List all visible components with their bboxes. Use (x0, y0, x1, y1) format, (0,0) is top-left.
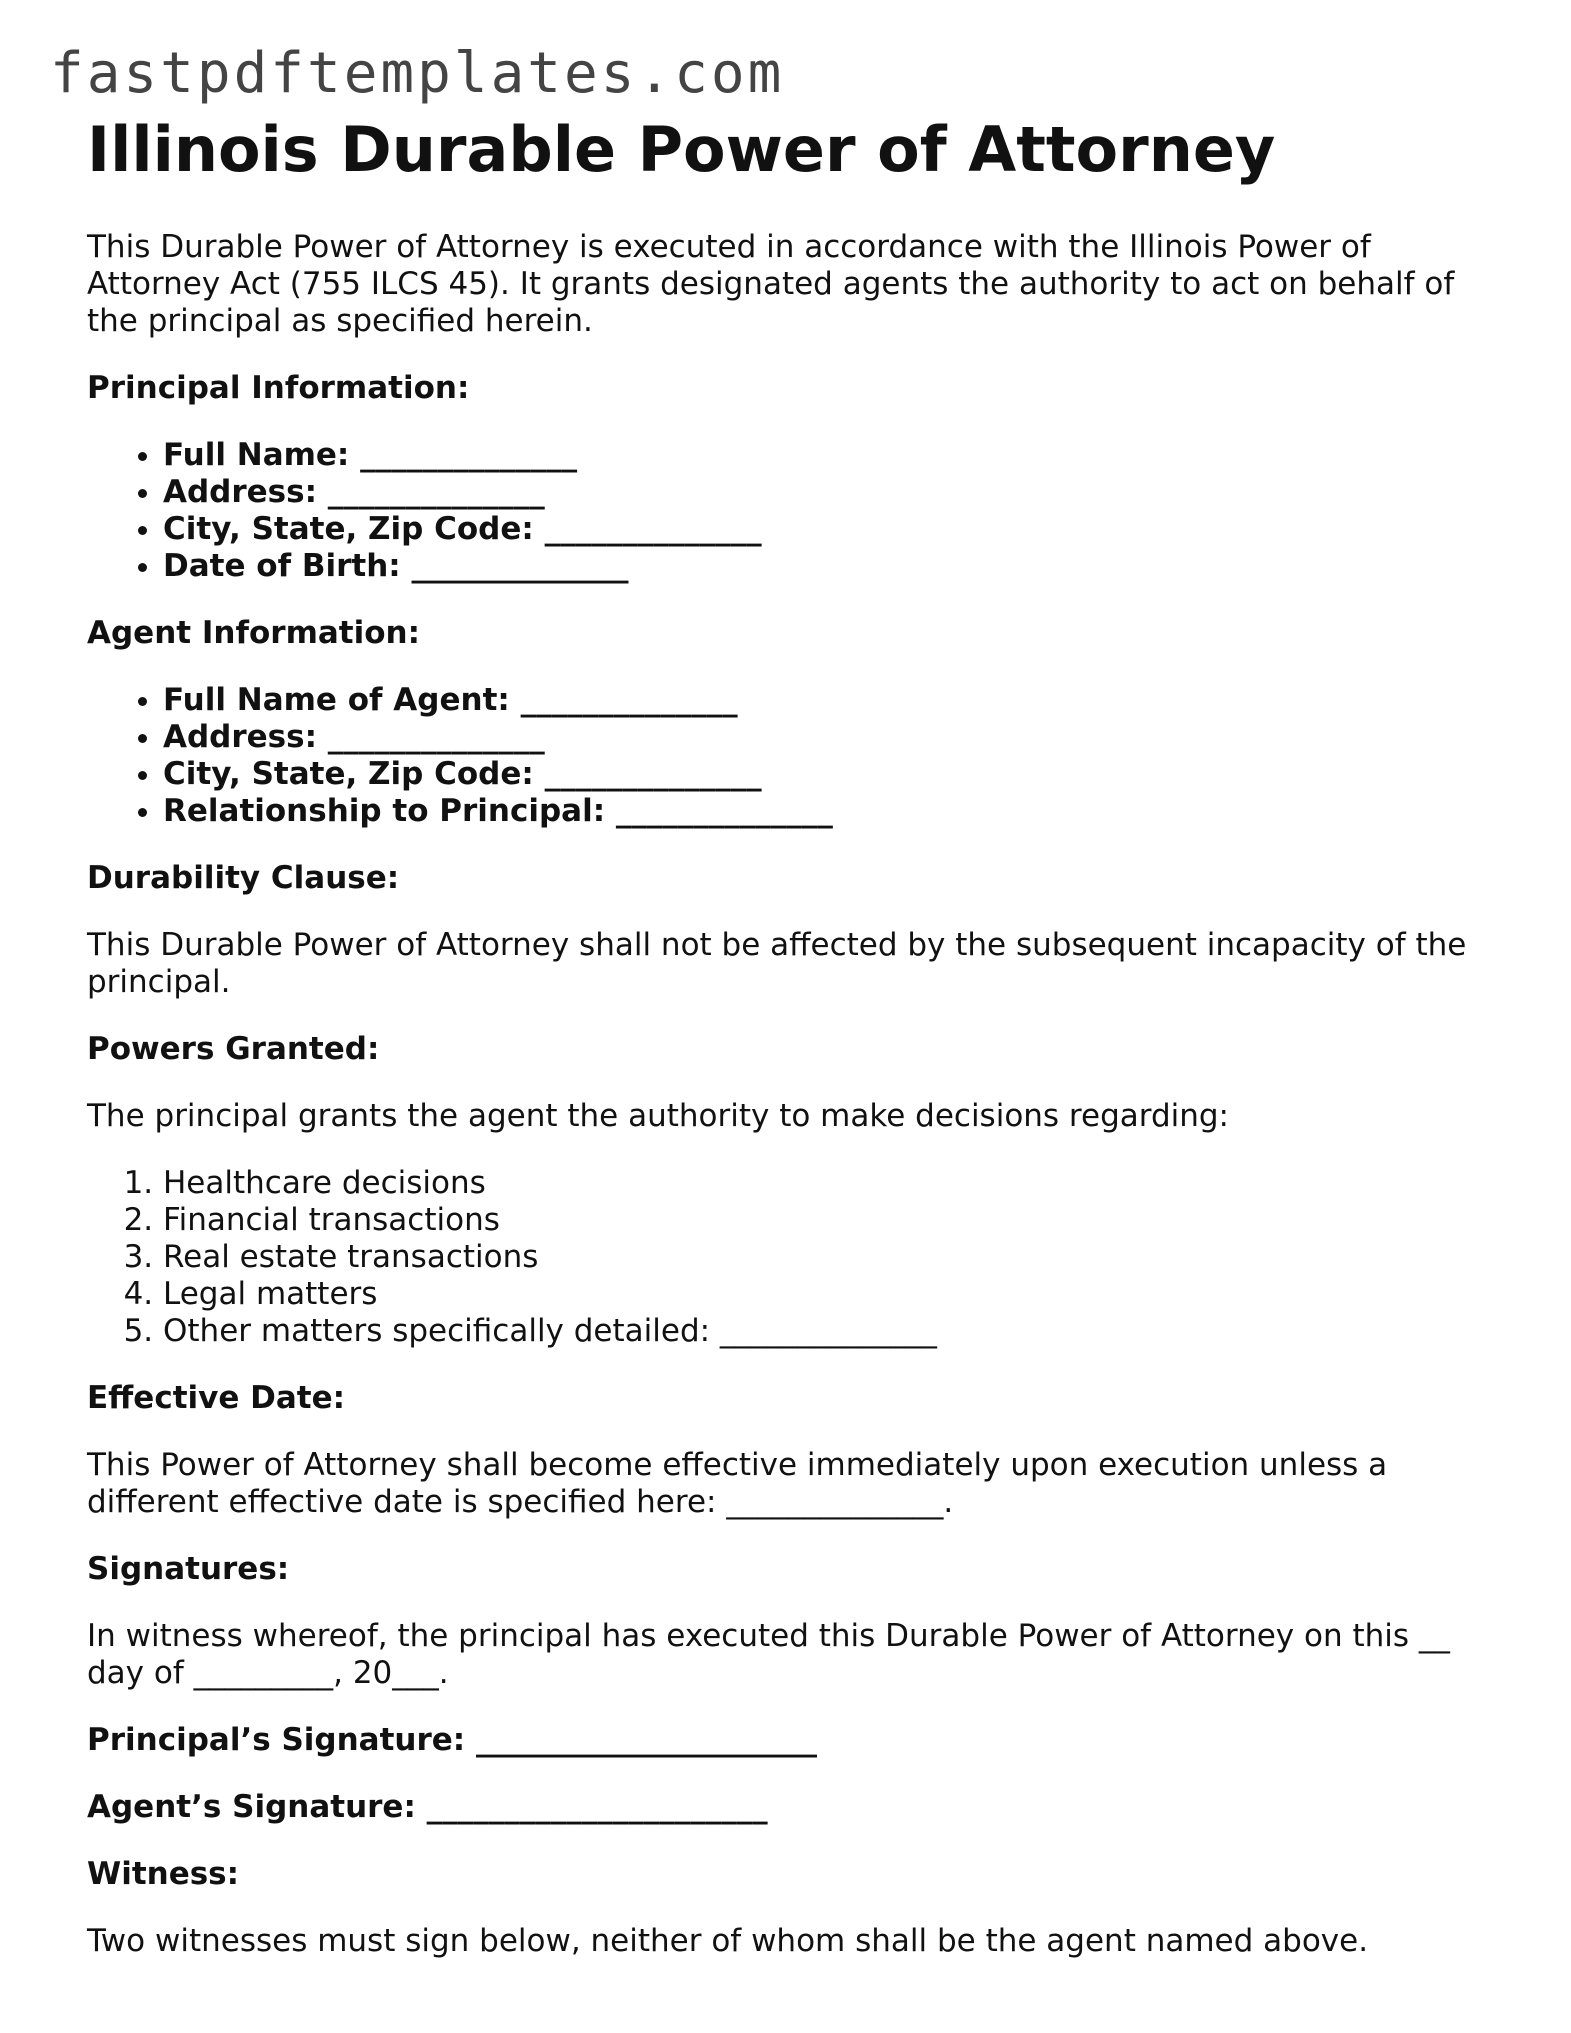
agent-info-list (87, 682, 1487, 830)
power-item-financial: 2. Financial transactions (163, 1202, 1487, 1239)
agent-relationship-field: • Relationship to Principal: ______________ (163, 793, 1487, 830)
agent-city-state-zip-field: • City, State, Zip Code: ______________ (163, 756, 1487, 793)
powers-granted-heading: Powers Granted: (87, 1031, 380, 1067)
power-item-legal: 4. Legal matters (163, 1276, 1487, 1313)
document-title: Illinois Durable Power of Attorney (87, 113, 1276, 186)
agent-signature-line: Agent’s Signature: ______________________ (87, 1789, 768, 1825)
signatures-heading: Signatures: (87, 1551, 290, 1587)
agent-info-heading: Agent Information: (87, 615, 420, 651)
agent-address-field: • Address: ______________ (163, 719, 1487, 756)
signatures-text: In witness whereof, the principal has executed this Durable Power of Attorney on this __ day of _________, 20___. (87, 1618, 1450, 1691)
principal-date-of-birth-field: • Date of Birth: ______________ (163, 548, 1487, 585)
watermark-text: fastpdftemplates.com (50, 41, 785, 106)
principal-full-name-field: • Full Name: ______________ (163, 437, 1487, 474)
principal-info-list (87, 437, 1487, 585)
intro-paragraph: This Durable Power of Attorney is executed in accordance with the Illinois Power of Attorney Act (755 ILCS 45). It grants designated agents the authority to act on behalf of the principal as specified herein. (87, 229, 1455, 339)
effective-date-heading: Effective Date: (87, 1380, 346, 1416)
power-item-other: 5. Other matters specifically detailed: ______________ (163, 1313, 1487, 1350)
effective-date-text: This Power of Attorney shall become effective immediately upon execution unless a different effective date is specified here: ______________. (87, 1447, 1388, 1520)
principal-info-heading: Principal Information: (87, 370, 470, 406)
powers-list (87, 1165, 1487, 1350)
agent-full-name-field: • Full Name of Agent: ______________ (163, 682, 1487, 719)
power-item-real-estate: 3. Real estate transactions (163, 1239, 1487, 1276)
durability-clause-heading: Durability Clause: (87, 860, 400, 896)
witness-heading: Witness: (87, 1856, 240, 1892)
witness-text: Two witnesses must sign below, neither of whom shall be the agent named above. (87, 1923, 1369, 1959)
principal-signature-line: Principal’s Signature: ______________________ (87, 1722, 817, 1758)
power-item-healthcare: 1. Healthcare decisions (163, 1165, 1487, 1202)
principal-city-state-zip-field: • City, State, Zip Code: ______________ (163, 511, 1487, 548)
powers-granted-text: The principal grants the agent the authority to make decisions regarding: (87, 1098, 1230, 1134)
principal-address-field: • Address: ______________ (163, 474, 1487, 511)
durability-clause-text: This Durable Power of Attorney shall not be affected by the subsequent incapacity of the principal. (87, 927, 1467, 1000)
document-body (87, 110, 1487, 1960)
